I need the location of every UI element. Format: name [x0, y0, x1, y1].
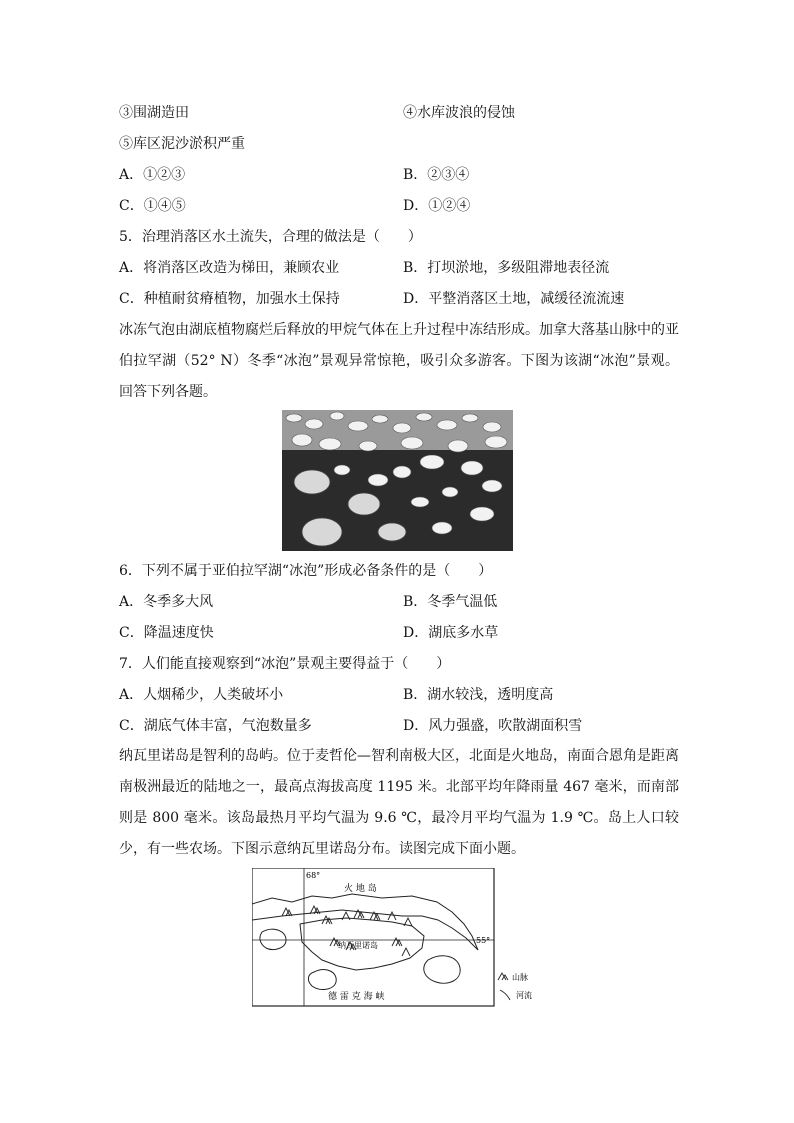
q5-choice-b: B．打坝淤地，多级阻滞地表径流: [403, 260, 610, 276]
q6-choice-d: D．湖底多水草: [403, 625, 499, 641]
q6-choice-c: C．降温速度快: [119, 625, 214, 641]
q4-choice-d: D．①②④: [403, 198, 471, 214]
option-3: ③围湖造田: [119, 105, 189, 121]
q6-choice-b: B．冬季气温低: [403, 594, 498, 610]
q5-choice-c: C．种植耐贫瘠植物，加强水土保持: [119, 291, 340, 307]
label-tierra-del-fuego: 火 地 岛: [344, 884, 377, 894]
legend-river-icon: [500, 990, 510, 1000]
option-4: ④水库波浪的侵蚀: [403, 105, 515, 121]
q7-choice-c: C．湖底气体丰富，气泡数量多: [119, 718, 312, 734]
label-drake-passage: 德 雷 克 海 峡: [328, 992, 385, 1002]
legend-mountain-icon: [498, 973, 508, 980]
passage-navarino: 纳瓦里诺岛是智利的岛屿。位于麦哲伦—智利南极大区，北面是火地岛，南面合恩角是距离南极洲最近的陆地之一，最高点海拔高度 1195 米。北部平均年降雨量 467 毫米，而南部则是 800 毫米。该岛最热月平均气温为 9.6 ℃，最冷月平均气温为 1.9 ℃。岛上人口较少，有一些农场。下图示意纳瓦里诺岛分布。读图完成下面小题。: [119, 748, 679, 857]
label-navarino: 纳瓦里诺岛: [338, 941, 378, 950]
q5-stem: 5．治理消落区水土流失，合理的做法是（ ）: [119, 229, 422, 245]
ice-bubble-photo: [282, 410, 513, 551]
lat-label: 55°: [476, 936, 491, 945]
q7-choice-b: B．湖水较浅，透明度高: [403, 687, 554, 703]
q7-choice-a: A．人烟稀少，人类破坏小: [119, 687, 284, 703]
q4-choice-b: B．②③④: [403, 167, 470, 183]
q4-choice-a: A．①②③: [119, 167, 186, 183]
legend-river-label: 河流: [516, 991, 532, 1000]
navarino-map: [252, 868, 548, 1008]
lon-label: 68°: [306, 871, 321, 880]
q7-stem: 7．人们能直接观察到“冰泡”景观主要得益于（ ）: [119, 656, 451, 672]
passage-ice-bubbles: 冰冻气泡由湖底植物腐烂后释放的甲烷气体在上升过程中冻结形成。加拿大落基山脉中的亚伯拉罕湖（52° N）冬季“冰泡”景观异常惊艳，吸引众多游客。下图为该湖“冰泡”景观。回答下列各题。: [119, 322, 679, 400]
q6-stem: 6．下列不属于亚伯拉罕湖“冰泡”形成必备条件的是（ ）: [119, 563, 493, 579]
q5-choice-a: A．将消落区改造为梯田，兼顾农业: [119, 260, 340, 276]
q6-choice-a: A．冬季多大风: [119, 594, 214, 610]
q4-choice-c: C．①④⑤: [119, 198, 186, 214]
option-5: ⑤库区泥沙淤积严重: [119, 136, 245, 152]
q7-choice-d: D．风力强盛，吹散湖面积雪: [403, 718, 583, 734]
q5-choice-d: D．平整消落区土地，减缓径流流速: [403, 291, 625, 307]
legend-mountain-label: 山脉: [512, 973, 528, 982]
